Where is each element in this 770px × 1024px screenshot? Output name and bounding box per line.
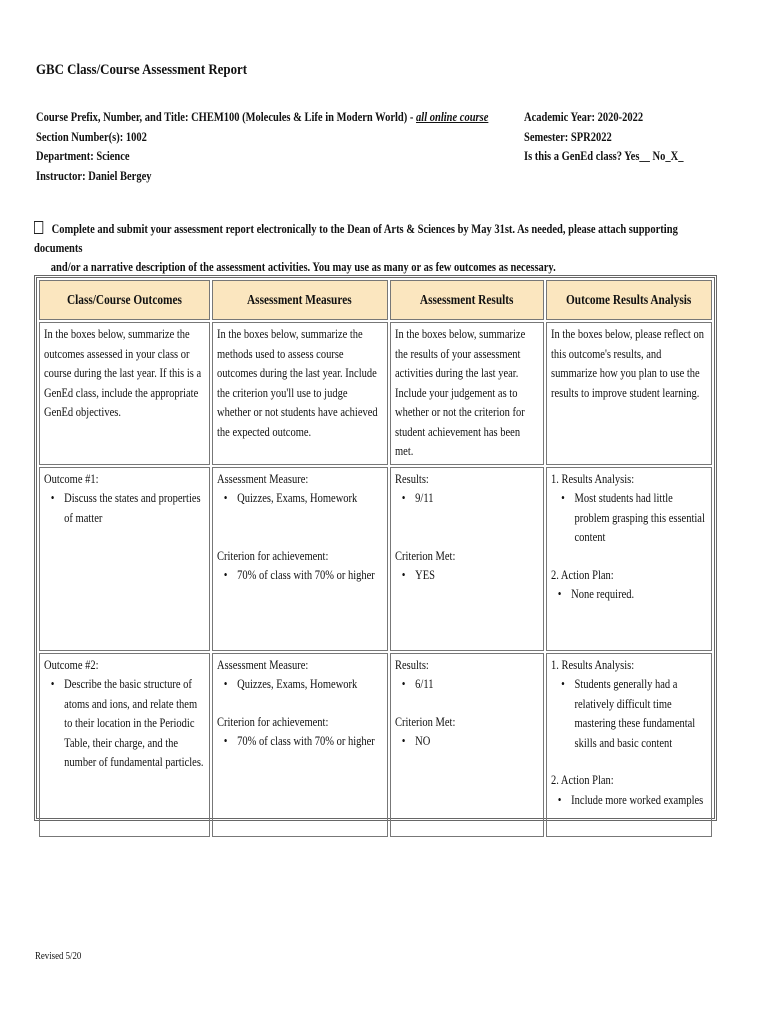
results-cell: [390, 467, 544, 651]
header-results: Assessment Results: [390, 280, 544, 320]
action-plan-label: 2. Action Plan:: [550, 567, 614, 582]
notice-text-1: Complete and submit your assessment report electronically to the Dean of Arts & Sciences by May 31st. As needed, please attach supporting documents: [34, 222, 678, 255]
criterion-met-item: • YES: [415, 566, 539, 586]
table-row: [39, 467, 712, 651]
course-note: all online course: [416, 110, 489, 124]
instruction-analysis: In the boxes below, please reflect on this outcome's results, and summarize how you plan to use the results to improve student learning.: [546, 322, 712, 465]
header-analysis: Outcome Results Analysis: [546, 280, 712, 320]
gened-question: Is this a GenEd class? Yes__ No_X_: [524, 149, 684, 163]
outcome-label: Outcome #1:: [44, 471, 99, 486]
outcome-item: • Describe the basic structure of atoms and ions, and relate them to their location in the Periodic Table, their charge, and the number of fundamental particles.: [64, 675, 205, 773]
measure-cell: [212, 653, 388, 837]
results-label: Results:: [394, 657, 429, 672]
header-outcomes: Class/Course Outcomes: [39, 280, 210, 320]
outcome-item: • Discuss the states and properties of matter: [64, 489, 205, 528]
course-line: [36, 108, 488, 128]
results-item: • 6/11: [415, 675, 539, 695]
measure-label: Assessment Measure:: [216, 471, 309, 486]
instruction-outcomes: In the boxes below, summarize the outcomes assessed in your class or course during the last year. If this is a GenEd class, include the appropriate GenEd objectives.: [39, 322, 210, 465]
notice-line-2: and/or a narrative description of the assessment activities. You may use as many or as few outcomes as necessary.: [50, 260, 556, 274]
measure-cell: [212, 467, 388, 651]
criterion-item: • 70% of class with 70% or higher: [237, 566, 383, 586]
revision-footer: Revised 5/20: [35, 951, 82, 962]
analysis-label: 1. Results Analysis:: [550, 471, 635, 486]
instructor: Instructor: Daniel Bergey: [36, 168, 152, 183]
assessment-table: [34, 275, 717, 821]
page-title: GBC Class/Course Assessment Report: [36, 62, 248, 78]
table-row: [39, 653, 712, 837]
analysis-cell: [546, 653, 712, 837]
analysis-cell: [546, 467, 712, 651]
results-label: Results:: [394, 471, 429, 486]
academic-year: Academic Year: 2020-2022: [524, 110, 644, 124]
checkbox-icon: [34, 221, 43, 234]
semester: Semester: SPR2022: [524, 129, 612, 144]
action-plan-item: • None required.: [571, 585, 707, 605]
criterion-met-label: Criterion Met:: [394, 548, 456, 563]
action-plan-label: 2. Action Plan:: [550, 773, 614, 787]
course-title: Course Prefix, Number, and Title: CHEM100 (Molecules & Life in Modern World) -: [36, 110, 417, 124]
criterion-label: Criterion for achievement:: [216, 714, 329, 729]
instruction-results: In the boxes below, summarize the results of your assessment activities during the last year. Include your judgement as to whether or not the criterion for student achievement has been met.: [390, 322, 544, 465]
outcome-cell: [39, 467, 210, 651]
criterion-met-label: Criterion Met:: [394, 714, 456, 729]
submission-notice: [34, 220, 723, 277]
results-cell: [390, 653, 544, 837]
analysis-item: • Students generally had a relatively difficult time mastering these fundamental skills and basic content: [574, 675, 707, 753]
outcome-label: Outcome #2:: [44, 657, 99, 672]
measure-label: Assessment Measure:: [216, 657, 309, 672]
analysis-item: • Most students had little problem grasping this essential content: [574, 489, 707, 548]
criterion-item: • 70% of class with 70% or higher: [237, 732, 383, 752]
analysis-label: 1. Results Analysis:: [550, 657, 635, 672]
term-info: [524, 108, 683, 167]
instruction-measures: In the boxes below, summarize the methods used to assess course outcomes during the last year. Include the criterion you'll use to judge whether or not students have achieved the expected outcome.: [212, 322, 388, 465]
header-measures: Assessment Measures: [212, 280, 388, 320]
criterion-label: Criterion for achievement:: [216, 548, 329, 563]
section-number: Section Number(s): 1002: [36, 129, 147, 144]
criterion-met-item: • NO: [415, 732, 539, 752]
results-item: • 9/11: [415, 489, 539, 509]
action-plan-item: • Include more worked examples: [571, 791, 707, 811]
course-info: [36, 108, 488, 186]
outcome-cell: [39, 653, 210, 837]
notice-line-1: [34, 220, 723, 258]
measure-item: • Quizzes, Exams, Homework: [237, 489, 383, 509]
measure-item: • Quizzes, Exams, Homework: [237, 675, 383, 695]
department: Department: Science: [36, 149, 130, 163]
